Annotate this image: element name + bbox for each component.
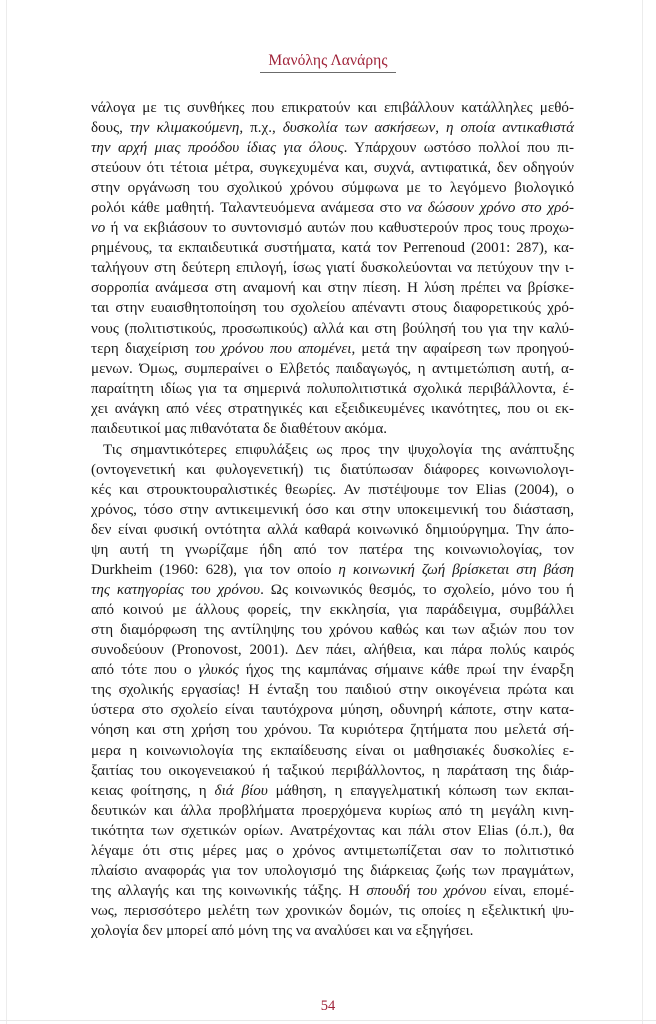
text-line <box>91 218 574 238</box>
italic-text: γλυκός <box>198 662 239 679</box>
text-line <box>91 600 574 620</box>
italic-text: η οποία αντικαθιστά <box>445 120 574 137</box>
text-line <box>91 781 574 801</box>
text-run: ξαιτίας του οικογενειακού ή ταξικού περιβάλλοντος, η παράταση της διάρ- <box>91 762 574 779</box>
text-run: λέγαμε ότι στις μέρες μας ο χρόνος αντιμετωπίζεται σαν το πολιτιστικό <box>91 842 574 859</box>
paragraph-1 <box>91 98 574 439</box>
text-line <box>91 580 574 600</box>
text-line <box>91 720 574 740</box>
text-run: ψη αυτή τη γνωρίζαμε ήδη από τον πατέρα της κοινωνιολογίας, τον <box>91 542 574 559</box>
italic-text: της κατηγορίας του χρόνου <box>91 582 261 599</box>
text-run: ρημένους, τα εκπαιδευτικά συστήματα, κατά τον Perrenoud (2001: 287), κα- <box>91 240 574 257</box>
text-run: πλαίσιο αναφοράς για τον υπολογισμό της διάρκειας ζωής των πραγμάτων, <box>91 862 574 879</box>
text-line <box>91 319 574 339</box>
text-run: μενων. Όμως, συμπεραίνει ο Ελβετός παιδαγωγός, η αντιμετώπιση αυτή, α- <box>91 360 574 377</box>
text-run: ρολόι κάθε μαθητή. Ταλαντευόμενα ανάμεσα στο <box>91 200 408 217</box>
text-line <box>91 258 574 278</box>
italic-text: νο <box>91 220 106 237</box>
text-line <box>91 158 574 178</box>
text-line <box>91 138 574 158</box>
text-run: είναι, επομέ- <box>486 882 574 899</box>
text-line <box>91 440 574 460</box>
text-run: στη διαμόρφωση της αντίληψης του χρόνου καθώς και των αξιών που τον <box>91 622 574 639</box>
text-run: ή να εκβιάσουν το συντονισμό αυτών που καθυστερούν προς τους προχω- <box>105 220 574 237</box>
text-line <box>91 500 574 520</box>
text-run: ήχος της καμπάνας σήμαινε κάθε πρωί την έναρξη <box>238 662 574 679</box>
text-line <box>91 178 574 198</box>
text-line <box>91 680 574 700</box>
text-line <box>91 640 574 660</box>
text-line <box>91 118 574 138</box>
text-line <box>91 339 574 359</box>
text-run: από κοινού με άλλους φορείς, την εκκλησία, για παράδειγμα, συμβάλλει <box>91 602 574 619</box>
page-left-edge <box>6 0 7 1024</box>
text-line <box>91 741 574 761</box>
italic-text: σπουδή του χρόνου <box>366 882 487 899</box>
text-line <box>91 921 574 941</box>
text-run: δεν είναι φυσική οντότητα αλλά καθαρά κοινωνικό δημιούργημα. Την άπο- <box>91 521 574 538</box>
text-line <box>91 660 574 680</box>
text-run: της σχολικής εργασίας! Η ένταξη του παιδιού στην οικογένεια πρώτα και <box>91 682 574 699</box>
text-run: νως, περισσότερο μελέτη των χρονικών δομών, τις οποίες η εξελικτική ψυ- <box>91 902 574 919</box>
text-line <box>91 901 574 921</box>
text-line <box>91 399 574 419</box>
text-run: μερα η κοινωνιολογία της εκπαίδευσης είναι οι μαθησιακές δυσκολίες ε- <box>91 742 574 759</box>
text-run: Durkheim (1960: 628), για τον οποίο <box>91 562 339 579</box>
text-run: στην οργάνωση του σχολικού χρόνου σύμφωνα με το λεγόμενο βιολογικό <box>91 180 574 197</box>
text-run: ταλήγουν στη δεύτερη επιλογή, ίσως γιατί δυσκολεύονται να πετύχουν την ι- <box>91 260 574 277</box>
text-run: ύστερα στο σχολείο είναι ταυτόχρονα μύηση, οδυνηρή κάποτε, στην κατα- <box>91 702 574 719</box>
text-run: . Υπάρχουν ωστόσο πολλοί που πι- <box>343 140 574 157</box>
text-line <box>91 620 574 640</box>
text-line <box>91 278 574 298</box>
italic-text: την αρχή μιας προόδου ίδιας για όλους <box>91 140 344 157</box>
italic-text: την κλιμακούμενη <box>129 120 240 137</box>
text-line <box>91 861 574 881</box>
text-run: νόηση και στη χρήση του χρόνου. Τα κυριότερα ζητήματα που μελετά σή- <box>91 722 574 739</box>
text-run: δους, <box>91 120 130 137</box>
text-run: , μετά την αφαίρεση των προηγού- <box>351 340 574 357</box>
text-run: Τις σημαντικότερες επιφυλάξεις ως προς την ψυχολογία της ανάπτυξης <box>103 441 574 458</box>
text-line <box>91 379 574 399</box>
page-bottom-edge <box>0 1020 656 1021</box>
text-line <box>91 560 574 580</box>
text-run: συνοδεύουν (Pronovost, 2001). Δεν πάει, αλήθεια, και πάρα πολύς καιρός <box>91 642 574 659</box>
text-line <box>91 700 574 720</box>
text-run: (οντογενετική και φυλογενετική) τις διατύπωσαν διάφορες κοινωνιολογι- <box>91 461 574 478</box>
text-run: στεύουν ότι τέτοια μέτρα, συγκεχυμένα και, συχνά, αντιφατικά, δεν οδηγούν <box>91 160 574 177</box>
text-run: δευτικών και άλλα προβλήματα προερχόμενα κυρίως από τη μεγάλη κινη- <box>91 802 574 819</box>
italic-text: να δώσουν χρόνο στο χρό- <box>407 200 574 217</box>
text-line <box>91 238 574 258</box>
italic-text: η κοινωνική ζωή βρίσκεται στη βάση <box>338 562 574 579</box>
text-run: παιδευτικοί μας πιθανότατα δε διαθέτουν ακόμα. <box>91 420 388 437</box>
text-line <box>91 298 574 318</box>
text-line <box>91 821 574 841</box>
paragraph-2 <box>91 440 574 941</box>
text-line <box>91 419 574 439</box>
text-run: της αλλαγής και της κοινωνικής τάξης. Η <box>91 882 367 899</box>
page-right-edge <box>642 0 643 1024</box>
text-run: τερη διαχείριση <box>91 340 195 357</box>
text-run: κές και στρουκτουραλιστικές θεωρίες. Αν πιστέψουμε τον Elias (2004), ο <box>91 481 574 498</box>
page-number: 54 <box>320 998 336 1014</box>
text-run: τικότητα των σχετικών ορίων. Ανατρέχοντας και πάλι στον Elias (ό.π.), θα <box>91 822 574 839</box>
text-run: , π.χ., <box>239 120 283 137</box>
text-run: χρόνος, τόσο στην αντικειμενική όσο και στην υποκειμενική του διάσταση, <box>91 501 574 518</box>
text-run: παραίτητη ιδίως για τα σημερινά πολυπολιτιστικά σχολικά περιβάλλοντα, έ- <box>91 380 574 397</box>
author-name: Μανόλης Λανάρης <box>260 52 395 73</box>
text-run: ται στην ευαισθητοποίηση του σχολείου απέναντι στους διαφορετικούς χρό- <box>91 300 574 317</box>
text-line <box>91 520 574 540</box>
text-line <box>91 540 574 560</box>
text-line <box>91 761 574 781</box>
text-run: . Ως κοινωνικός θεσμός, το σχολείο, μόνο του ή <box>260 582 575 599</box>
text-line <box>91 98 574 118</box>
text-run: χολογία δεν μπορεί από μόνη της να αναλύσει και να εξηγήσει. <box>91 922 474 939</box>
text-line <box>91 881 574 901</box>
text-run: νάλογα με τις συνθήκες που επικρατούν και επιβάλλουν κατάλληλες μεθό- <box>91 100 574 116</box>
text-line <box>91 480 574 500</box>
text-run: χει ανάγκη από νέες στρατηγικές και εξειδικευμένες ικανότητες, που οι εκ- <box>91 400 574 417</box>
text-run: από τότε που ο <box>91 662 199 679</box>
text-line <box>91 460 574 480</box>
text-line <box>91 801 574 821</box>
text-line <box>91 841 574 861</box>
text-run: νους (πολιτιστικούς, προσωπικούς) αλλά και στη βούλησή του για την καλύ- <box>91 320 574 337</box>
italic-text: του χρόνου που απομένει <box>195 340 352 357</box>
italic-text: διά βίου <box>214 782 268 799</box>
text-run: μάθηση, η επαγγελματική κόπωση των εκπαι- <box>267 782 574 799</box>
text-run: , <box>435 120 446 137</box>
italic-text: δυσκολία των ασκήσεων <box>282 120 436 137</box>
running-header <box>0 52 656 73</box>
text-run: κειας φοίτησης, η <box>91 782 215 799</box>
body-text <box>91 98 574 941</box>
text-run: σορροπία ανάμεσα στη αναμονή και στην πίεση. Η λύση πρέπει να βρίσκε- <box>91 280 574 297</box>
text-line <box>91 359 574 379</box>
text-line <box>91 198 574 218</box>
